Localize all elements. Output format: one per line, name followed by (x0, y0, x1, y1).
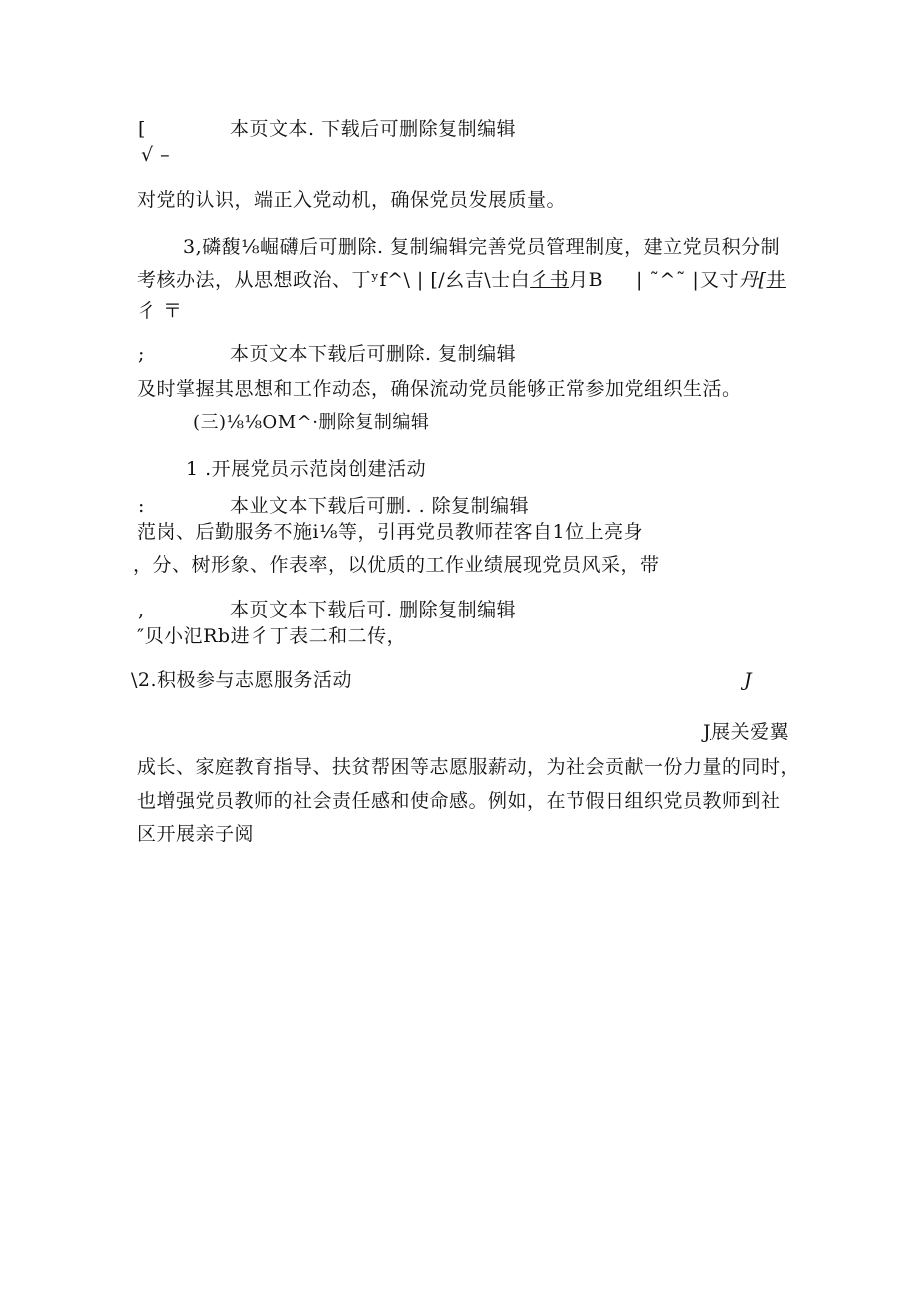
paragraph-line: 及时掌握其思想和工作动态，确保流动党员能够正常参加党组织生活。 (137, 378, 742, 400)
check-mark: √ – (141, 144, 171, 166)
subsection-heading: 1 .开展党员示范岗创建活动 (186, 458, 427, 480)
paragraph-line: 区开展亲子阅 (137, 823, 255, 845)
text-fragment: 丹[ (739, 269, 767, 291)
watermark-note: 本页文本下载后可删除. 复制编辑 (230, 343, 517, 365)
text-fragment: 考核办法，从思想政治、丁ʸf^\ | [/幺吉\士白 (137, 269, 531, 291)
text-fragment: | ˜^˜ | (636, 269, 700, 291)
paragraph-line: 彳 〒 (137, 300, 183, 322)
watermark-note: 本页文本. 下载后可删除复制编辑 (230, 118, 517, 140)
punct-mark: : (138, 495, 145, 517)
punct-mark: , (138, 599, 145, 621)
section-heading: (三)⅛⅛OM^·删除复制编辑 (193, 412, 430, 433)
text-fragment: 又寸 (700, 269, 740, 291)
watermark-note: 本业文本下载后可删. . 除复制编辑 (230, 495, 530, 517)
paragraph-line: ，分、树形象、作表率，以优质的工作业绩展现党员风采，带 (133, 554, 660, 576)
paragraph-line: ″贝小氾Rb进彳丁表二和二传， (137, 625, 407, 647)
subsection-heading: \2.积极参与志愿服务活动 (131, 669, 353, 691)
text-fragment: 月B (569, 269, 604, 291)
underlined-fragment: 井 (766, 269, 786, 291)
paragraph-line: 对党的认识，端正入党动机，确保党员发展质量。 (137, 189, 567, 211)
underlined-fragment: 彳书 (530, 269, 570, 291)
text-fragment: 展关爱翼 (711, 721, 790, 743)
paragraph-line: 范岗、后勤服务不施i⅛等，引再党员教师茬客自1位上亮身 (137, 521, 644, 543)
paragraph-line (703, 720, 789, 744)
paragraph-line: 3,磷馥⅛崛礴后可删除. 复制编辑完善党员管理制度，建立党员积分制 (183, 236, 781, 258)
paragraph-line: 成长、家庭教育指导、扶贫帮困等志愿服薪动，为社会贡献一份力量的同时， (137, 756, 801, 778)
stray-mark: J (744, 669, 753, 691)
punct-mark: ; (138, 343, 145, 365)
bracket-mark: [ (138, 118, 146, 140)
underlined-fragment: J (703, 721, 712, 743)
text-fragment-group (700, 268, 786, 292)
paragraph-line: 也增强党员教师的社会责任感和使命感。例如，在节假日组织党员教师到社 (137, 790, 781, 812)
watermark-note: 本页文本下载后可. 删除复制编辑 (230, 599, 517, 621)
paragraph-line (137, 268, 603, 292)
